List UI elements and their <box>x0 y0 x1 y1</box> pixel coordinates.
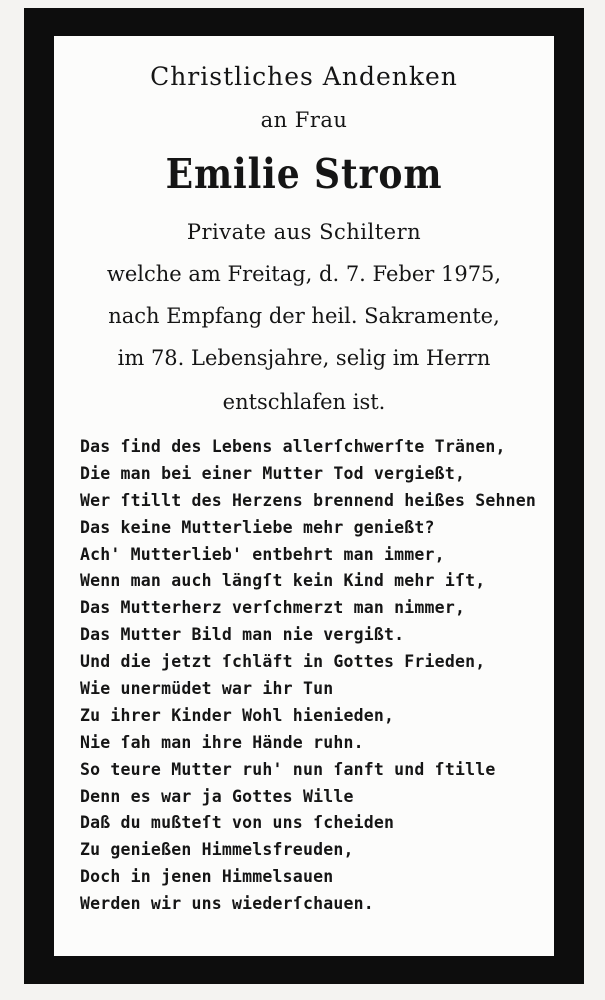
poem-line: Ach' Mutterlieb' entbehrt man immer, <box>80 544 445 564</box>
info-line: entschlafen ist. <box>222 390 386 414</box>
deceased-description: Private aus Schiltern <box>186 220 422 244</box>
poem-line: Das ſind des Lebens allerſchwerſte Tränen, <box>80 437 506 456</box>
poem-line: Das Mutterherz verſchmerzt man nimmer, <box>80 598 466 618</box>
poem-line: Werden wir uns wiederſchauen. <box>80 894 374 914</box>
poem-line: Und die jetzt ſchläft in Gottes Frieden, <box>80 652 486 672</box>
card-subtitle: an Frau <box>260 108 348 132</box>
poem-line: Doch in jenen Himmelsauen <box>80 867 334 887</box>
poem-line: Die man bei einer Mutter Tod vergießt, <box>80 463 466 483</box>
poem-line: Wenn man auch längſt kein Kind mehr iſt, <box>80 571 486 591</box>
poem-line: Nie ſah man ihre Hände ruhn. <box>80 732 364 752</box>
poem-line: Daß du mußteſt von uns ſcheiden <box>80 813 395 833</box>
memorial-card <box>24 8 584 984</box>
poem-line: Zu ihrer Kinder Wohl hienieden, <box>80 705 395 725</box>
memorial-poem <box>80 434 550 918</box>
poem-line: Das Mutter Bild man nie vergißt. <box>80 625 405 645</box>
deceased-name: Emilie Strom <box>165 150 443 198</box>
poem-line: So teure Mutter ruh' nun ſanft und ſtille <box>80 759 496 779</box>
card-title: Christliches Andenken <box>150 62 458 91</box>
poem-line: Denn es war ja Gottes Wille <box>80 786 354 806</box>
poem-line: Zu genießen Himmelsfreuden, <box>80 840 354 860</box>
poem-line: Wer ſtillt des Herzens brennend heißes Sehnen <box>80 490 537 510</box>
info-line: nach Empfang der heil. Sakramente, <box>108 304 500 328</box>
info-line: welche am Freitag, d. 7. Feber 1975, <box>106 262 502 286</box>
card-paper <box>54 36 554 956</box>
poem-line: Wie unermüdet war ihr Tun <box>80 679 334 699</box>
info-line: im 78. Lebensjahre, selig im Herrn <box>117 346 491 370</box>
poem-line: Das keine Mutterliebe mehr genießt? <box>80 517 435 537</box>
